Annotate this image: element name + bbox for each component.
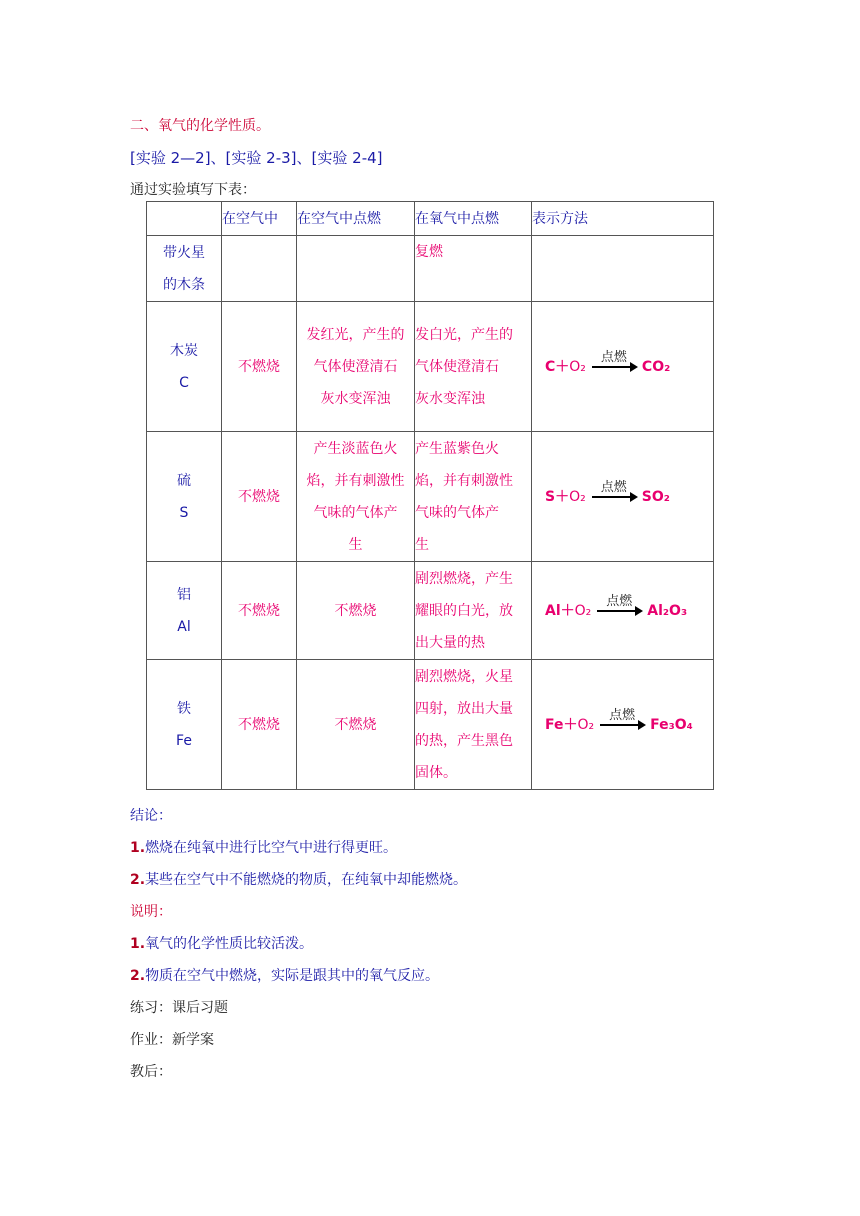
observation-line: 剧烈燃烧，火星: [415, 668, 513, 685]
substance-name: S: [179, 504, 189, 521]
header-cell: 在空气中点燃: [297, 202, 415, 236]
practice-line: 练习：课后习题: [130, 1000, 228, 1016]
observation-line: 气体使澄清石: [415, 358, 499, 375]
observation-line: 固体。: [415, 764, 457, 781]
air-ignite-cell: [297, 660, 415, 790]
oxygen-formula: O₂: [569, 358, 586, 375]
observation-line: 不燃烧: [334, 602, 377, 619]
observation-line: 复燃: [415, 244, 443, 260]
header-cell: 在氧气中点燃: [415, 202, 532, 236]
substance-name: C: [179, 374, 189, 391]
reactant: Fe: [545, 716, 564, 733]
substance-name: 硫: [177, 472, 191, 489]
observation-line: 生: [348, 536, 363, 553]
note-item: 1.氧气的化学性质比较活泼。: [130, 936, 314, 952]
header-cell: 在空气中: [222, 202, 297, 236]
observation-line: 灰水变浑浊: [415, 390, 485, 407]
observation-line: 的热，产生黑色: [415, 732, 513, 749]
observation-line: 生: [415, 536, 429, 553]
arrow-icon: [592, 366, 636, 368]
substance-cell: [147, 302, 222, 432]
reactant: C: [545, 358, 556, 375]
section-heading: 二、氧气的化学性质。: [130, 118, 270, 134]
table-intro: 通过实验填写下表：: [130, 182, 256, 198]
note-item: 2.物质在空气中燃烧，实际是跟其中的氧气反应。: [130, 968, 440, 984]
conclusion-item: 2.某些在空气中不能燃烧的物质，在纯氧中却能燃烧。: [130, 872, 468, 888]
air-ignite-cell: [297, 236, 415, 302]
observation-line: 产生淡蓝色火: [313, 440, 398, 457]
conclusion-item: 1.燃烧在纯氧中进行比空气中进行得更旺。: [130, 840, 398, 856]
plus-sign: ＋: [560, 602, 575, 619]
table-row: [147, 302, 714, 432]
substance-name: 木炭: [170, 342, 198, 359]
table-header-row: [147, 202, 714, 236]
air-ignite-cell: [297, 302, 415, 432]
observation-line: 产生蓝紫色火: [415, 440, 499, 457]
observation-line: 不燃烧: [334, 716, 377, 733]
observation-line: 发红光，产生的: [306, 326, 405, 343]
substance-name: 铁: [177, 700, 191, 717]
chemical-equation: [532, 350, 713, 384]
observation-line: 耀眼的白光，放: [415, 602, 513, 619]
reaction-arrow: [600, 708, 644, 742]
oxygen-ignite-cell: [415, 302, 532, 432]
equation-cell: [532, 236, 714, 302]
air-cell: 不燃烧: [222, 562, 297, 660]
oxygen-formula: O₂: [569, 488, 586, 505]
reaction-condition: 点燃: [609, 707, 636, 723]
reactant: Al: [545, 602, 561, 619]
plus-sign: ＋: [563, 716, 578, 733]
experiment-refs: [实验 2—2]、[实验 2-3]、[实验 2-4]: [130, 149, 383, 167]
air-cell: [222, 236, 297, 302]
oxygen-ignite-cell: [415, 562, 532, 660]
observation-line: 灰水变浑浊: [320, 390, 391, 407]
substance-name: Fe: [176, 732, 192, 749]
arrow-icon: [597, 610, 641, 612]
results-table: [146, 201, 714, 790]
arrow-icon: [592, 496, 636, 498]
header-cell: [147, 202, 222, 236]
observation-line: 出大量的热: [415, 634, 485, 651]
oxygen-formula: O₂: [574, 602, 592, 619]
air-cell: 不燃烧: [222, 432, 297, 562]
chemical-equation: [532, 480, 713, 514]
equation-cell: [532, 562, 714, 660]
observation-line: 气体使澄清石: [313, 358, 398, 375]
table-row: [147, 562, 714, 660]
plus-sign: ＋: [555, 358, 570, 375]
note-label: 说明：: [130, 904, 172, 920]
reaction-arrow: [592, 480, 636, 514]
substance-name: 铝: [177, 586, 191, 603]
observation-line: 焰，并有刺激性: [306, 472, 405, 489]
reaction-condition: 点燃: [600, 349, 627, 365]
reaction-condition: 点燃: [606, 593, 633, 609]
observation-line: 气味的气体产: [313, 504, 398, 521]
plus-sign: ＋: [555, 488, 570, 505]
equation-cell: [532, 660, 714, 790]
reaction-condition: 点燃: [600, 479, 627, 495]
observation-line: 四射，放出大量: [415, 700, 513, 717]
product: Fe₃O₄: [650, 716, 693, 733]
oxygen-ignite-cell: [415, 236, 532, 302]
product: Al₂O₃: [647, 602, 688, 619]
homework-line: 作业：新学案: [130, 1032, 214, 1048]
substance-cell: [147, 660, 222, 790]
reactant: S: [545, 488, 556, 505]
substance-name: 带火星: [163, 244, 205, 261]
product: SO₂: [641, 488, 670, 505]
observation-line: 气味的气体产: [415, 504, 499, 521]
air-cell: 不燃烧: [222, 660, 297, 790]
table-row: [147, 236, 714, 302]
air-ignite-cell: [297, 562, 415, 660]
reaction-arrow: [597, 594, 641, 628]
observation-line: 焰，并有刺激性: [415, 472, 513, 489]
substance-cell: [147, 432, 222, 562]
after-teaching-line: 教后：: [130, 1064, 172, 1080]
chemical-equation: [532, 708, 713, 742]
oxygen-ignite-cell: [415, 432, 532, 562]
header-cell: 表示方法: [532, 202, 714, 236]
oxygen-ignite-cell: [415, 660, 532, 790]
table-row: [147, 432, 714, 562]
air-ignite-cell: [297, 432, 415, 562]
table-row: [147, 660, 714, 790]
conclusion-label: 结论：: [130, 808, 172, 824]
product: CO₂: [641, 358, 671, 375]
substance-cell: [147, 562, 222, 660]
observation-line: 发白光，产生的: [415, 326, 513, 343]
oxygen-formula: O₂: [577, 716, 595, 733]
observation-line: 剧烈燃烧，产生: [415, 570, 513, 587]
substance-name: 的木条: [163, 276, 205, 293]
air-cell: 不燃烧: [222, 302, 297, 432]
arrow-icon: [600, 724, 644, 726]
equation-cell: [532, 302, 714, 432]
substance-cell: [147, 236, 222, 302]
substance-name: Al: [177, 618, 191, 635]
equation-cell: [532, 432, 714, 562]
reaction-arrow: [592, 350, 636, 384]
chemical-equation: [532, 594, 713, 628]
